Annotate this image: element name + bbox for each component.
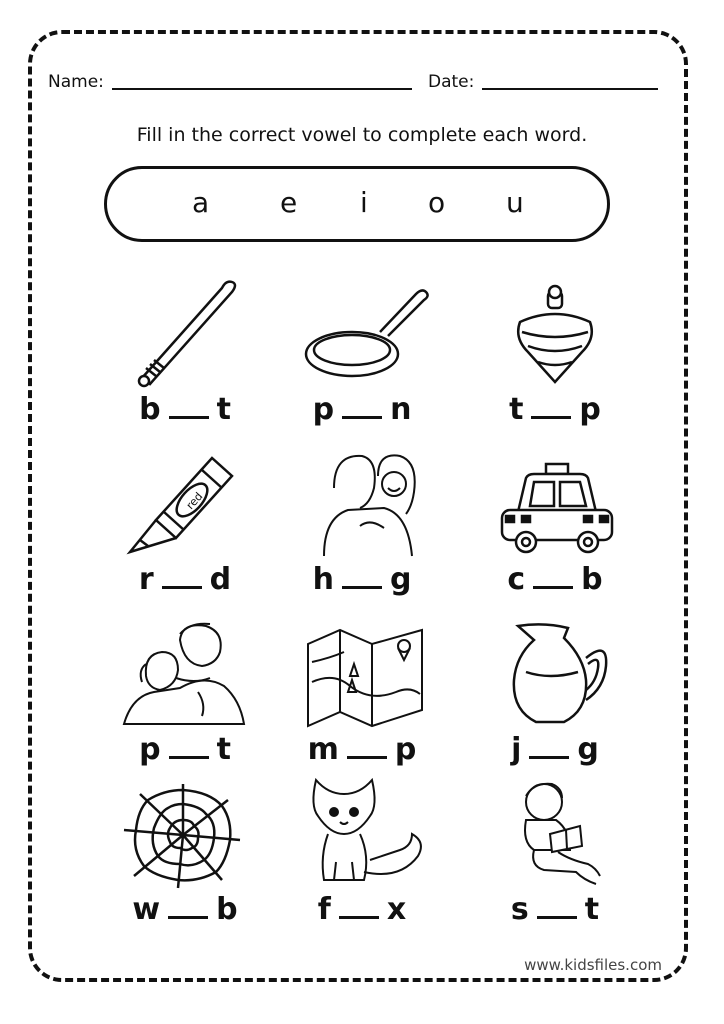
- word-web: w b: [132, 892, 238, 927]
- word-sit: s t: [510, 892, 600, 927]
- vowel-o: o: [428, 186, 446, 219]
- word-pet: p t: [139, 732, 231, 767]
- baseball-bat-icon: [120, 278, 250, 388]
- name-field[interactable]: [112, 88, 412, 90]
- blank[interactable]: [169, 756, 209, 759]
- word-top: t p: [509, 392, 601, 427]
- blank[interactable]: [169, 416, 209, 419]
- blank[interactable]: [339, 916, 379, 919]
- date-label: Date:: [428, 72, 475, 92]
- red-crayon-icon: [120, 448, 250, 558]
- jug-icon: [504, 618, 634, 728]
- blank[interactable]: [529, 756, 569, 759]
- blank[interactable]: [168, 916, 208, 919]
- website-footer: www.kidsfiles.com: [524, 956, 662, 974]
- name-label: Name:: [48, 72, 104, 92]
- word-pan: p n: [312, 392, 412, 427]
- spinning-top-icon: [490, 282, 620, 392]
- vowel-u: u: [506, 186, 524, 219]
- word-jug: j g: [511, 732, 599, 767]
- pet-dog-icon: [120, 620, 250, 730]
- vowel-a: a: [192, 186, 210, 219]
- word-bat: b t: [139, 392, 231, 427]
- blank[interactable]: [342, 586, 382, 589]
- blank[interactable]: [531, 416, 571, 419]
- hug-icon: [304, 448, 434, 558]
- folded-map-icon: [300, 622, 430, 732]
- word-fox: f x: [317, 892, 407, 927]
- svg-text:red: red: [183, 489, 206, 512]
- word-cab: c b: [507, 562, 603, 597]
- vowel-box: [104, 166, 610, 242]
- blank[interactable]: [162, 586, 202, 589]
- word-map: m p: [307, 732, 417, 767]
- spider-web-icon: [118, 780, 248, 890]
- blank[interactable]: [342, 416, 382, 419]
- instruction-text: Fill in the correct vowel to complete each word.: [136, 124, 588, 146]
- fox-icon: [300, 776, 430, 886]
- frying-pan-icon: [300, 286, 430, 396]
- blank[interactable]: [533, 586, 573, 589]
- word-red: r d: [138, 562, 232, 597]
- blank[interactable]: [537, 916, 577, 919]
- vowel-e: e: [280, 186, 298, 219]
- vowel-i: i: [360, 186, 368, 219]
- blank[interactable]: [347, 756, 387, 759]
- sitting-boy-icon: [500, 780, 630, 890]
- date-field[interactable]: [482, 88, 658, 90]
- taxi-cab-icon: [492, 456, 622, 566]
- word-hug: h g: [312, 562, 412, 597]
